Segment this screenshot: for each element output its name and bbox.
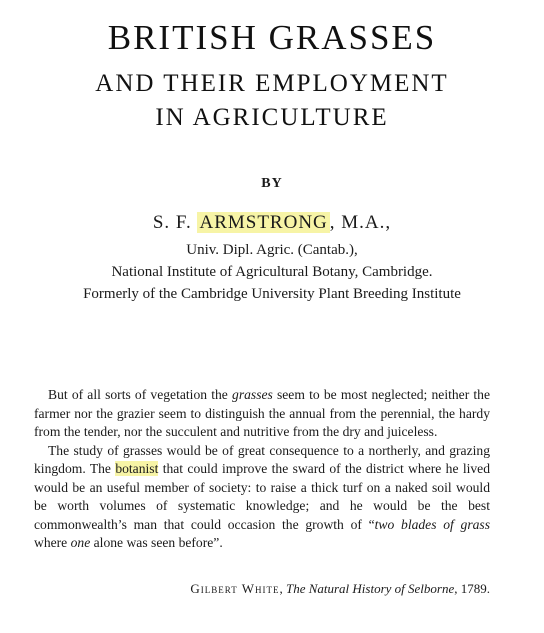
author-degree: , M.A., [329,212,392,233]
quote-emphasis-two-blades: two blades of grass [374,516,490,532]
quote-emphasis-grasses: grasses [232,387,273,402]
title-line-3: IN AGRICULTURE [155,104,389,131]
title-line-1: BRITISH GRASSES [107,18,437,57]
epigraph-quote [34,386,490,553]
quote-citation: Gilbert White, The Natural History of Selborne, 1789. [190,581,490,596]
quote-emphasis-one: one [70,535,91,550]
citation-author: Gilbert White [190,581,280,596]
author-initials: S. F. [152,212,192,233]
quote-paragraph-1: But of all sorts of vegetation the grasses seem to be most neglected; neither the farmer nor the grazier seem to distinguish the annual from the perennial, the hardy from the tender, nor the succulent and nutritive from the dry and juiceless. [34,387,491,439]
botanist-highlight[interactable]: botanist [115,461,159,476]
citation-year: , 1789. [454,581,490,596]
affiliation-1: Univ. Dipl. Agric. (Cantab.), [186,242,358,258]
affiliation-2: National Institute of Agricultural Botany, Cambridge. [111,264,433,280]
citation-work: The Natural History of Selborne [285,581,455,596]
affiliation-3: Formerly of the Cambridge University Plant Breeding Institute [83,286,461,302]
author-line [0,212,544,234]
quote-paragraph-2: The study of grasses would be of great consequence to a northerly, and grazing kingdom. The botanist that could improve the sward of the district where he lived would be an useful member of society: to raise a thick turf on a naked soil would be worth volumes of systematic knowledge; and he would be the best commonwealth’s man that could occasion the growth of “two blades of grass where one alone was seen before”. [34,442,490,550]
by-label: BY [261,176,283,191]
title-line-2: AND THEIR EMPLOYMENT [95,70,449,97]
author-surname-highlight[interactable]: ARMSTRONG [199,212,328,233]
